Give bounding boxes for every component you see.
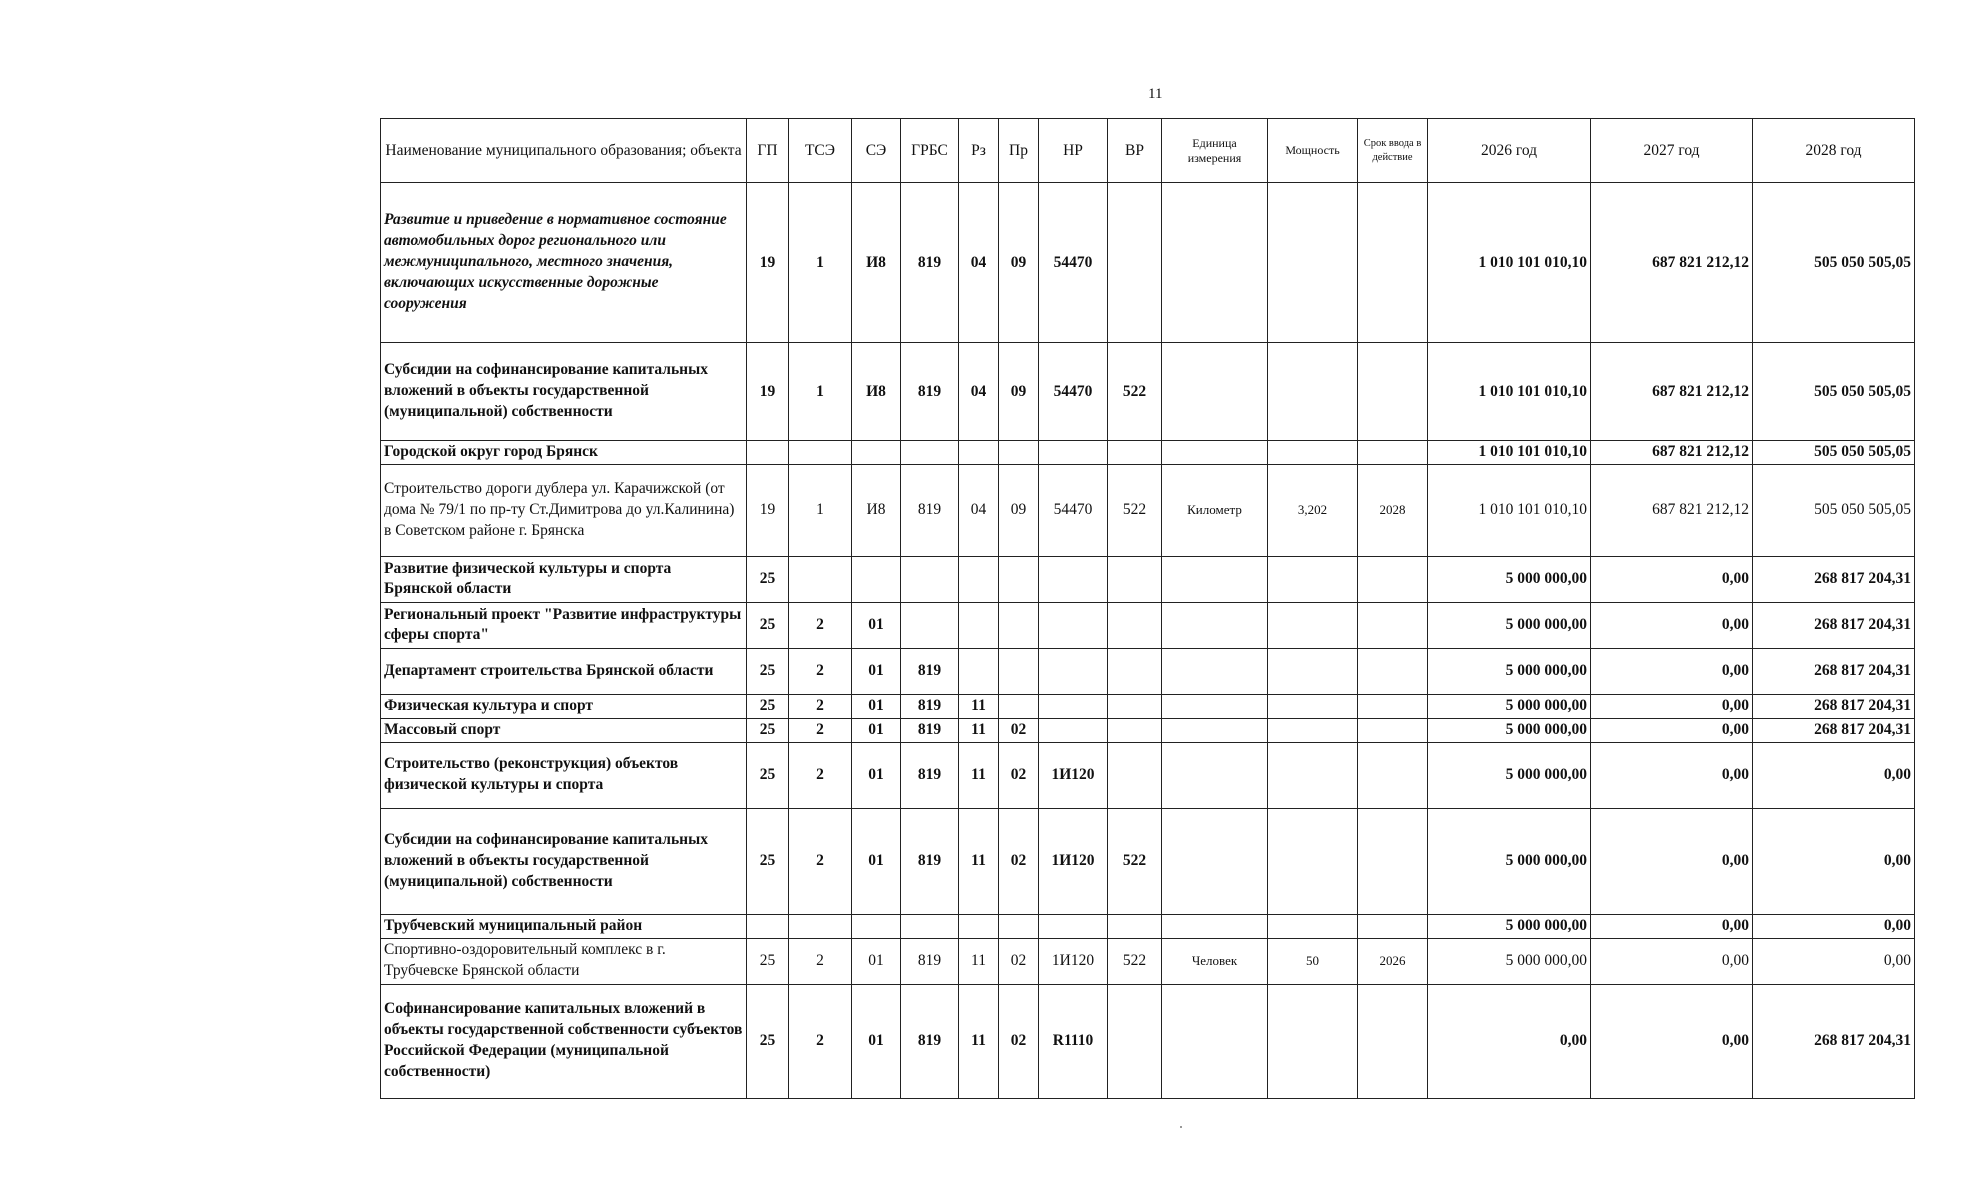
page-number: 11 — [1148, 86, 1163, 102]
header-tse: ТСЭ — [789, 119, 852, 183]
scan-speck — [1180, 1126, 1182, 1128]
cell-term — [1358, 556, 1428, 602]
header-name: Наименование муниципального образования; объекта — [381, 119, 747, 183]
cell-y2028: 268 817 204,31 — [1753, 648, 1915, 694]
cell-grbs — [901, 556, 959, 602]
cell-tse: 2 — [789, 984, 852, 1098]
cell-grbs: 819 — [901, 742, 959, 808]
cell-unit — [1162, 441, 1268, 465]
cell-vr: 522 — [1108, 343, 1162, 441]
cell-y2027: 0,00 — [1591, 914, 1753, 938]
cell-y2026: 5 000 000,00 — [1428, 938, 1591, 984]
header-nr: НР — [1039, 119, 1108, 183]
cell-nr — [1039, 694, 1108, 718]
table-row — [381, 914, 1915, 938]
cell-rz — [959, 441, 999, 465]
cell-se: 01 — [852, 648, 901, 694]
cell-y2027: 0,00 — [1591, 648, 1753, 694]
cell-gp: 19 — [747, 183, 789, 343]
cell-nr: 1И120 — [1039, 808, 1108, 914]
cell-unit — [1162, 556, 1268, 602]
cell-grbs: 819 — [901, 648, 959, 694]
cell-y2028: 268 817 204,31 — [1753, 984, 1915, 1098]
cell-name: Трубчевский муниципальный район — [381, 914, 747, 938]
cell-term — [1358, 718, 1428, 742]
cell-nr — [1039, 556, 1108, 602]
cell-capacity — [1268, 556, 1358, 602]
cell-unit: Километр — [1162, 464, 1268, 556]
cell-grbs: 819 — [901, 343, 959, 441]
table-row — [381, 718, 1915, 742]
cell-pr: 09 — [999, 183, 1039, 343]
cell-se — [852, 556, 901, 602]
cell-term: 2028 — [1358, 464, 1428, 556]
cell-y2027: 0,00 — [1591, 694, 1753, 718]
cell-gp: 25 — [747, 984, 789, 1098]
cell-grbs — [901, 441, 959, 465]
cell-rz — [959, 556, 999, 602]
cell-tse — [789, 914, 852, 938]
cell-nr: 54470 — [1039, 183, 1108, 343]
cell-grbs: 819 — [901, 464, 959, 556]
table-row — [381, 343, 1915, 441]
cell-y2026: 0,00 — [1428, 984, 1591, 1098]
cell-y2028: 268 817 204,31 — [1753, 694, 1915, 718]
cell-vr: 522 — [1108, 464, 1162, 556]
cell-name: Субсидии на софинансирование капитальных вложений в объекты государственной (муниципальной) собственности — [381, 343, 747, 441]
cell-vr: 522 — [1108, 808, 1162, 914]
cell-capacity: 3,202 — [1268, 464, 1358, 556]
cell-y2026: 5 000 000,00 — [1428, 808, 1591, 914]
cell-rz: 11 — [959, 742, 999, 808]
cell-unit — [1162, 742, 1268, 808]
cell-y2028: 268 817 204,31 — [1753, 602, 1915, 648]
cell-grbs: 819 — [901, 938, 959, 984]
cell-y2026: 5 000 000,00 — [1428, 556, 1591, 602]
cell-capacity — [1268, 648, 1358, 694]
cell-name: Физическая культура и спорт — [381, 694, 747, 718]
cell-y2026: 5 000 000,00 — [1428, 602, 1591, 648]
cell-gp: 25 — [747, 938, 789, 984]
cell-pr — [999, 556, 1039, 602]
cell-pr: 09 — [999, 464, 1039, 556]
cell-unit — [1162, 718, 1268, 742]
cell-term — [1358, 602, 1428, 648]
cell-rz: 11 — [959, 808, 999, 914]
cell-unit — [1162, 343, 1268, 441]
cell-grbs: 819 — [901, 183, 959, 343]
cell-y2028: 505 050 505,05 — [1753, 183, 1915, 343]
cell-capacity: 50 — [1268, 938, 1358, 984]
cell-name: Развитие физической культуры и спорта Брянской области — [381, 556, 747, 602]
table-row — [381, 464, 1915, 556]
cell-tse: 2 — [789, 602, 852, 648]
cell-unit — [1162, 602, 1268, 648]
table-row — [381, 556, 1915, 602]
cell-vr — [1108, 648, 1162, 694]
cell-se: 01 — [852, 938, 901, 984]
cell-term — [1358, 742, 1428, 808]
cell-tse: 2 — [789, 648, 852, 694]
cell-name: Городской округ город Брянск — [381, 441, 747, 465]
cell-tse: 2 — [789, 718, 852, 742]
cell-nr: 1И120 — [1039, 938, 1108, 984]
cell-se: 01 — [852, 602, 901, 648]
cell-unit — [1162, 808, 1268, 914]
cell-tse: 1 — [789, 464, 852, 556]
cell-tse: 1 — [789, 183, 852, 343]
cell-vr — [1108, 556, 1162, 602]
cell-nr — [1039, 602, 1108, 648]
cell-gp: 25 — [747, 602, 789, 648]
cell-pr: 02 — [999, 984, 1039, 1098]
cell-y2027: 687 821 212,12 — [1591, 464, 1753, 556]
cell-pr: 02 — [999, 742, 1039, 808]
cell-vr — [1108, 694, 1162, 718]
cell-vr — [1108, 183, 1162, 343]
cell-y2027: 687 821 212,12 — [1591, 183, 1753, 343]
cell-gp: 19 — [747, 343, 789, 441]
cell-y2027: 0,00 — [1591, 556, 1753, 602]
cell-se — [852, 914, 901, 938]
cell-term — [1358, 648, 1428, 694]
cell-y2026: 5 000 000,00 — [1428, 648, 1591, 694]
cell-y2027: 0,00 — [1591, 742, 1753, 808]
cell-vr: 522 — [1108, 938, 1162, 984]
cell-rz: 11 — [959, 938, 999, 984]
cell-rz: 11 — [959, 984, 999, 1098]
cell-se — [852, 441, 901, 465]
table-row — [381, 694, 1915, 718]
header-2027: 2027 год — [1591, 119, 1753, 183]
cell-term — [1358, 984, 1428, 1098]
cell-y2028: 0,00 — [1753, 808, 1915, 914]
cell-vr — [1108, 602, 1162, 648]
cell-y2026: 1 010 101 010,10 — [1428, 464, 1591, 556]
cell-pr — [999, 694, 1039, 718]
budget-table — [380, 118, 1915, 1099]
cell-y2026: 5 000 000,00 — [1428, 694, 1591, 718]
cell-tse: 2 — [789, 938, 852, 984]
cell-gp: 25 — [747, 694, 789, 718]
cell-pr — [999, 602, 1039, 648]
cell-tse — [789, 556, 852, 602]
cell-capacity — [1268, 441, 1358, 465]
cell-tse: 2 — [789, 694, 852, 718]
cell-tse: 1 — [789, 343, 852, 441]
cell-y2027: 0,00 — [1591, 938, 1753, 984]
cell-se: И8 — [852, 464, 901, 556]
cell-se: И8 — [852, 183, 901, 343]
cell-rz: 04 — [959, 343, 999, 441]
cell-name: Развитие и приведение в нормативное состояние автомобильных дорог регионального или межмуниципального, местного значения, включающих искусственные дорожные сооружения — [381, 183, 747, 343]
cell-y2026: 5 000 000,00 — [1428, 914, 1591, 938]
cell-term — [1358, 914, 1428, 938]
cell-vr — [1108, 742, 1162, 808]
cell-rz: 11 — [959, 694, 999, 718]
cell-term — [1358, 694, 1428, 718]
cell-gp — [747, 914, 789, 938]
cell-gp: 25 — [747, 556, 789, 602]
cell-y2028: 0,00 — [1753, 914, 1915, 938]
cell-y2028: 268 817 204,31 — [1753, 718, 1915, 742]
cell-y2026: 1 010 101 010,10 — [1428, 183, 1591, 343]
table-row — [381, 984, 1915, 1098]
cell-nr: 1И120 — [1039, 742, 1108, 808]
cell-capacity — [1268, 343, 1358, 441]
cell-y2026: 1 010 101 010,10 — [1428, 441, 1591, 465]
cell-tse — [789, 441, 852, 465]
header-grbs: ГРБС — [901, 119, 959, 183]
cell-nr: R1110 — [1039, 984, 1108, 1098]
cell-capacity — [1268, 914, 1358, 938]
header-rz: Рз — [959, 119, 999, 183]
cell-capacity — [1268, 694, 1358, 718]
table-row — [381, 602, 1915, 648]
header-2028: 2028 год — [1753, 119, 1915, 183]
cell-y2028: 0,00 — [1753, 938, 1915, 984]
table-row — [381, 441, 1915, 465]
cell-vr — [1108, 441, 1162, 465]
cell-se: 01 — [852, 984, 901, 1098]
cell-rz — [959, 914, 999, 938]
cell-y2026: 1 010 101 010,10 — [1428, 343, 1591, 441]
cell-nr: 54470 — [1039, 343, 1108, 441]
cell-se: 01 — [852, 694, 901, 718]
cell-y2026: 5 000 000,00 — [1428, 742, 1591, 808]
header-capacity: Мощность — [1268, 119, 1358, 183]
cell-term — [1358, 808, 1428, 914]
cell-capacity — [1268, 718, 1358, 742]
cell-y2027: 0,00 — [1591, 808, 1753, 914]
cell-y2028: 505 050 505,05 — [1753, 464, 1915, 556]
cell-pr — [999, 441, 1039, 465]
cell-grbs — [901, 914, 959, 938]
cell-gp: 25 — [747, 808, 789, 914]
header-unit: Единица измерения — [1162, 119, 1268, 183]
cell-unit — [1162, 914, 1268, 938]
cell-y2027: 0,00 — [1591, 718, 1753, 742]
cell-name: Софинансирование капитальных вложений в объекты государственной собственности субъектов Российской Федерации (муниципальной собственности) — [381, 984, 747, 1098]
table-row — [381, 742, 1915, 808]
cell-term: 2026 — [1358, 938, 1428, 984]
cell-pr: 09 — [999, 343, 1039, 441]
cell-se: 01 — [852, 718, 901, 742]
cell-rz: 11 — [959, 718, 999, 742]
cell-se: 01 — [852, 742, 901, 808]
cell-y2027: 0,00 — [1591, 984, 1753, 1098]
cell-gp — [747, 441, 789, 465]
table-row — [381, 938, 1915, 984]
cell-nr: 54470 — [1039, 464, 1108, 556]
cell-gp: 19 — [747, 464, 789, 556]
cell-capacity — [1268, 602, 1358, 648]
cell-unit — [1162, 984, 1268, 1098]
table-row — [381, 648, 1915, 694]
cell-capacity — [1268, 742, 1358, 808]
cell-grbs: 819 — [901, 694, 959, 718]
cell-se: 01 — [852, 808, 901, 914]
cell-rz: 04 — [959, 183, 999, 343]
cell-y2028: 268 817 204,31 — [1753, 556, 1915, 602]
header-term: Срок ввода в действие — [1358, 119, 1428, 183]
cell-name: Строительство (реконструкция) объектов физической культуры и спорта — [381, 742, 747, 808]
header-vr: ВР — [1108, 119, 1162, 183]
cell-y2028: 0,00 — [1753, 742, 1915, 808]
cell-unit — [1162, 183, 1268, 343]
cell-se: И8 — [852, 343, 901, 441]
cell-name: Региональный проект "Развитие инфраструктуры сферы спорта" — [381, 602, 747, 648]
cell-pr — [999, 914, 1039, 938]
cell-gp: 25 — [747, 742, 789, 808]
cell-y2027: 687 821 212,12 — [1591, 441, 1753, 465]
cell-term — [1358, 441, 1428, 465]
cell-grbs: 819 — [901, 984, 959, 1098]
cell-gp: 25 — [747, 718, 789, 742]
cell-y2027: 687 821 212,12 — [1591, 343, 1753, 441]
table-row — [381, 183, 1915, 343]
cell-capacity — [1268, 808, 1358, 914]
cell-nr — [1039, 441, 1108, 465]
cell-nr — [1039, 718, 1108, 742]
cell-rz — [959, 602, 999, 648]
cell-y2028: 505 050 505,05 — [1753, 441, 1915, 465]
cell-grbs: 819 — [901, 808, 959, 914]
cell-vr — [1108, 984, 1162, 1098]
cell-capacity — [1268, 183, 1358, 343]
cell-name: Субсидии на софинансирование капитальных вложений в объекты государственной (муниципальной) собственности — [381, 808, 747, 914]
header-gp: ГП — [747, 119, 789, 183]
cell-name: Массовый спорт — [381, 718, 747, 742]
cell-vr — [1108, 718, 1162, 742]
header-pr: Пр — [999, 119, 1039, 183]
table-header-row — [381, 119, 1915, 183]
cell-gp: 25 — [747, 648, 789, 694]
cell-pr: 02 — [999, 808, 1039, 914]
cell-name: Департамент строительства Брянской области — [381, 648, 747, 694]
cell-y2028: 505 050 505,05 — [1753, 343, 1915, 441]
cell-y2026: 5 000 000,00 — [1428, 718, 1591, 742]
cell-term — [1358, 343, 1428, 441]
cell-y2027: 0,00 — [1591, 602, 1753, 648]
cell-grbs — [901, 602, 959, 648]
cell-unit — [1162, 694, 1268, 718]
cell-name: Строительство дороги дублера ул. Карачижской (от дома № 79/1 по пр-ту Ст.Димитрова до ул.Калинина) в Советском районе г. Брянска — [381, 464, 747, 556]
cell-pr: 02 — [999, 718, 1039, 742]
cell-pr — [999, 648, 1039, 694]
cell-capacity — [1268, 984, 1358, 1098]
header-se: СЭ — [852, 119, 901, 183]
cell-unit: Человек — [1162, 938, 1268, 984]
cell-nr — [1039, 914, 1108, 938]
cell-rz — [959, 648, 999, 694]
cell-rz: 04 — [959, 464, 999, 556]
cell-grbs: 819 — [901, 718, 959, 742]
cell-tse: 2 — [789, 742, 852, 808]
cell-name: Спортивно-оздоровительный комплекс в г. Трубчевске Брянской области — [381, 938, 747, 984]
header-2026: 2026 год — [1428, 119, 1591, 183]
cell-nr — [1039, 648, 1108, 694]
cell-unit — [1162, 648, 1268, 694]
cell-pr: 02 — [999, 938, 1039, 984]
table-row — [381, 808, 1915, 914]
cell-tse: 2 — [789, 808, 852, 914]
cell-vr — [1108, 914, 1162, 938]
cell-term — [1358, 183, 1428, 343]
